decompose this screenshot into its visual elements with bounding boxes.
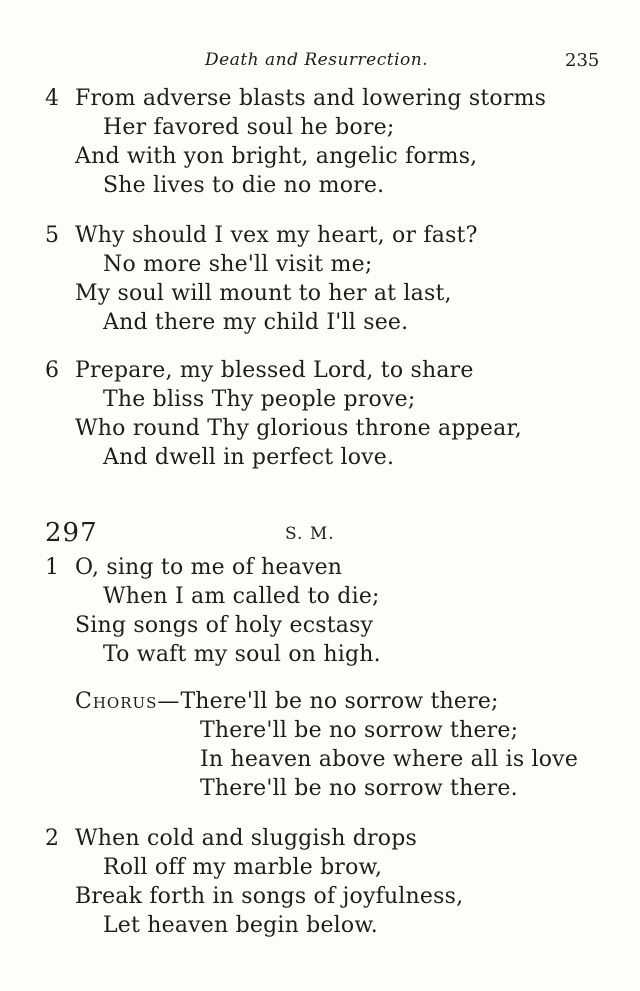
chorus-line: There'll be no sorrow there; xyxy=(200,718,519,743)
stanza-number-6: 6 xyxy=(45,358,59,383)
stanza-line: To waft my soul on high. xyxy=(103,642,381,667)
stanza-line: When cold and sluggish drops xyxy=(75,826,417,851)
stanza-number-5: 5 xyxy=(45,223,59,248)
stanza-line: And with yon bright, angelic forms, xyxy=(75,144,478,169)
stanza-number-2: 2 xyxy=(45,826,59,851)
stanza-line: Her favored soul he bore; xyxy=(103,115,395,140)
stanza-line: And there my child I'll see. xyxy=(103,310,409,335)
stanza-line: When I am called to die; xyxy=(103,584,380,609)
stanza-line: Who round Thy glorious throne appear, xyxy=(75,416,522,441)
stanza-line: Break forth in songs of joyfulness, xyxy=(75,884,464,909)
chorus-label: Chorus— xyxy=(75,689,181,714)
stanza-line: Why should I vex my heart, or fast? xyxy=(75,223,478,248)
chorus-first-line xyxy=(75,689,499,714)
stanza-line: From adverse blasts and lowering storms xyxy=(75,86,547,111)
chorus-line: There'll be no sorrow there. xyxy=(200,776,518,801)
page-number: 235 xyxy=(565,50,600,71)
stanza-number-1: 1 xyxy=(45,555,59,580)
stanza-line: Prepare, my blessed Lord, to share xyxy=(75,358,474,383)
running-title: Death and Resurrection. xyxy=(205,50,429,70)
stanza-line: Roll off my marble brow, xyxy=(103,855,383,880)
chorus-line: In heaven above where all is love xyxy=(200,747,579,772)
stanza-line: She lives to die no more. xyxy=(103,173,385,198)
stanza-line: Let heaven begin below. xyxy=(103,913,378,938)
stanza-line: O, sing to me of heaven xyxy=(75,555,343,580)
stanza-line: My soul will mount to her at last, xyxy=(75,281,452,306)
hymn-number: 297 xyxy=(45,518,98,548)
stanza-line: Sing songs of holy ecstasy xyxy=(75,613,374,638)
stanza-number-4: 4 xyxy=(45,86,59,111)
stanza-line: The bliss Thy people prove; xyxy=(103,387,416,412)
chorus-line: There'll be no sorrow there; xyxy=(180,689,499,714)
stanza-line: No more she'll visit me; xyxy=(103,252,373,277)
stanza-line: And dwell in perfect love. xyxy=(103,445,395,470)
hymn-meter: S. M. xyxy=(285,524,335,544)
